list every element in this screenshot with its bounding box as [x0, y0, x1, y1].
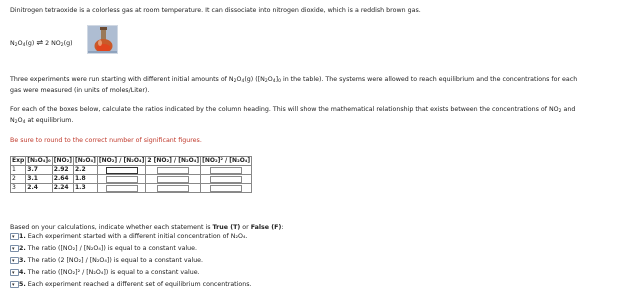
data-table: [10, 156, 252, 193]
ratio1-input[interactable]: [106, 185, 138, 192]
ratio1-cell: [97, 166, 145, 175]
chevron-down-icon: ▾: [12, 234, 15, 240]
statement-item: [10, 281, 252, 291]
ratio1-input[interactable]: [106, 176, 138, 183]
experiment-description-line2: gas were measured (in units of moles/Liter).: [10, 87, 150, 94]
statement-number: 4.: [19, 269, 26, 276]
statement-number: 3.: [19, 257, 26, 264]
sig-figs-warning: Be sure to round to the correct number of significant figures.: [10, 137, 202, 144]
col-header-ratio3: [NO₂]² / [N₂O₄]: [202, 157, 251, 164]
n2o4-value: 1.3: [74, 184, 98, 193]
col-header-ratio1: [NO₂] / [N₂O₄]: [98, 157, 145, 164]
initial-n2o4-value: 2.4: [26, 184, 53, 193]
ratio3-input[interactable]: [210, 167, 242, 174]
statement-text: The ratio ([NO₂] / [N₂O₄]) is equal to a constant value.: [25, 245, 198, 252]
initial-n2o4-value: 3.1: [26, 175, 53, 184]
n2o4-value: 2.2: [74, 166, 98, 175]
calculation-instructions-line1: For each of the boxes below, calculate the ratios indicated by the column heading. This will show the mathematical relationship that exists between the concentrations of $NO_2$ and: [10, 106, 576, 114]
initial-n2o4-value: 3.7: [26, 166, 53, 175]
col-header-n2o4: [N₂O₄]: [75, 157, 96, 164]
col-header-exp: Exp: [12, 157, 25, 164]
chevron-down-icon: ▾: [12, 258, 15, 264]
tf-dropdown[interactable]: [10, 245, 19, 252]
tf-dropdown[interactable]: [10, 269, 19, 276]
exp-number: 2: [11, 175, 26, 184]
ratio2-cell: [146, 166, 201, 175]
statement-item: [10, 269, 200, 279]
tf-dropdown[interactable]: [10, 257, 19, 264]
chevron-down-icon: ▾: [12, 246, 15, 252]
ratio2-cell: [146, 175, 201, 184]
col-header-n2o4-initial: [N₂O₄]₀: [27, 157, 51, 164]
ratio1-cell: [97, 175, 145, 184]
experiment-description-line1: Three experiments were run starting with different initial amounts of $N_2O_4(g)$ ($[N_2O_4]_0$ in the table). The systems were allowed to reach equilibrium and the concentrations for each: [10, 76, 578, 84]
statement-text: Each experiment started with a different initial concentration of N₂O₄.: [25, 233, 248, 240]
ratio2-input[interactable]: [157, 167, 189, 174]
statement-item: [10, 245, 197, 255]
table-row: [11, 166, 252, 175]
statement-item: [10, 233, 247, 243]
col-header-no2: [NO₂]: [53, 157, 72, 164]
statement-text: The ratio (2 [NO₂] / [N₂O₄]) is equal to a constant value.: [25, 257, 204, 264]
ratio3-cell: [201, 184, 252, 193]
no2-value: 2.24: [52, 184, 73, 193]
intro-text: Dinitrogen tetraoxide is a colorless gas at room temperature. It can dissociate into nitrogen dioxide, which is a reddish brown gas.: [10, 7, 421, 14]
ratio3-cell: [201, 166, 252, 175]
ratio2-input[interactable]: [157, 176, 189, 183]
flask-icon: [88, 26, 118, 54]
tf-dropdown[interactable]: [10, 233, 19, 240]
true-false-instructions: Based on your calculations, indicate whether each statement is True (T) or False (F):: [10, 224, 284, 231]
ratio2-cell: [146, 184, 201, 193]
calculation-instructions-line2: $N_2O_4$ at equilibrium.: [10, 117, 74, 125]
reaction-equation: $N_2O_4(g)$ ⇌ 2 $NO_2(g)$: [10, 38, 73, 48]
ratio3-cell: [201, 175, 252, 184]
equilibrium-arrow-icon: ⇌: [36, 38, 44, 47]
statement-text: The ratio ([NO₂]² / [N₂O₄]) is equal to a constant value.: [25, 269, 200, 276]
statement-number: 1.: [19, 233, 26, 240]
statement-text: Each experiment reached a different set of equilibrium concentrations.: [25, 281, 252, 288]
flask-image: [87, 25, 118, 54]
statement-number: 2.: [19, 245, 26, 252]
chevron-down-icon: ▾: [12, 282, 15, 288]
exp-number: 1: [11, 166, 26, 175]
table-row: [11, 175, 252, 184]
no2-value: 2.64: [52, 175, 73, 184]
n2o4-value: 1.8: [74, 175, 98, 184]
no2-value: 2.92: [52, 166, 73, 175]
ratio1-cell: [97, 184, 145, 193]
ratio2-input[interactable]: [157, 185, 189, 192]
table-row: [11, 184, 252, 193]
ratio3-input[interactable]: [210, 185, 242, 192]
ratio3-input[interactable]: [210, 176, 242, 183]
statement-item: [10, 257, 203, 267]
ratio1-input[interactable]: [106, 167, 138, 174]
exp-number: 3: [11, 184, 26, 193]
statement-number: 5.: [19, 281, 26, 288]
table-header-row: [11, 157, 252, 166]
col-header-ratio2: 2 [NO₂] / [N₂O₄]: [147, 157, 200, 164]
tf-dropdown[interactable]: [10, 281, 19, 288]
chevron-down-icon: ▾: [12, 270, 15, 276]
